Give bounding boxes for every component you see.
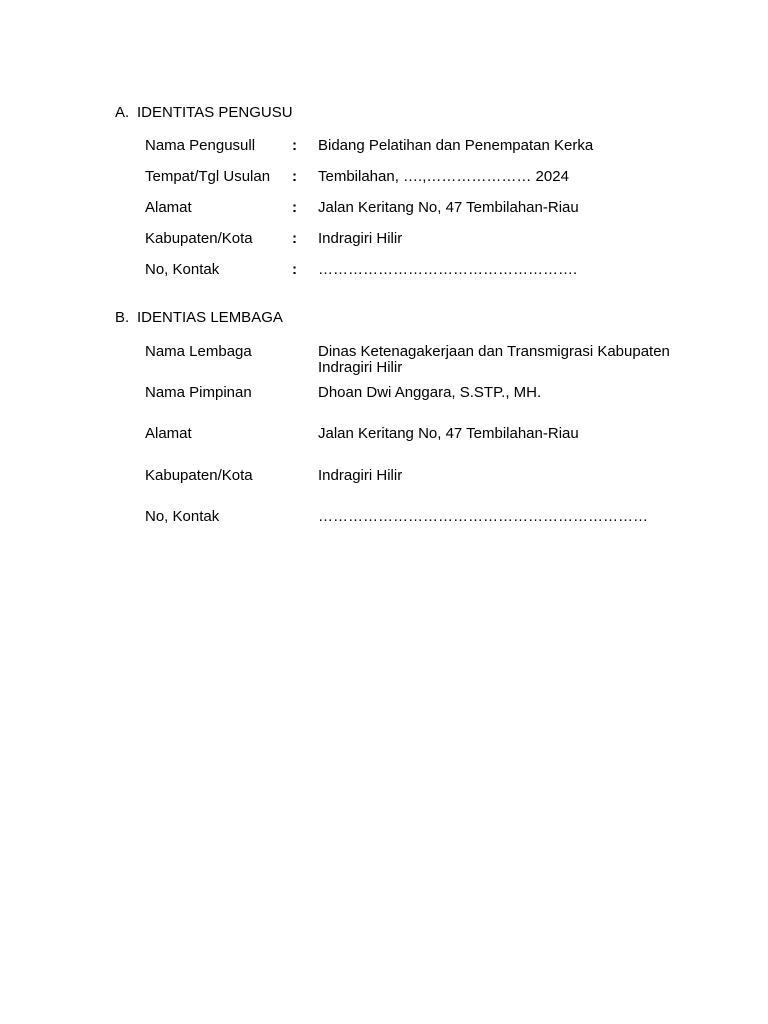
row-value: Dinas Ketenagakerjaan dan Transmigrasi Kabupaten Indragiri Hilir (318, 343, 670, 376)
row-colon-empty (292, 385, 318, 401)
row-colon: : (292, 230, 297, 247)
row-value: Bidang Pelatihan dan Penempatan Kerka (318, 137, 594, 154)
row-label: Tempat/Tgl Usulan (145, 168, 271, 185)
row-colon: : (292, 137, 297, 154)
row-colon: : (292, 199, 297, 216)
section-a-title: IDENTITAS PENGUSU (137, 104, 293, 121)
row-label: No, Kontak (145, 508, 220, 525)
section-a-row-kabupaten (145, 231, 705, 247)
row-value: Indragiri Hilir (318, 230, 403, 247)
row-colon: : (292, 261, 297, 278)
row-colon-empty (292, 344, 318, 376)
row-value: Jalan Keritang No, 47 Tembilahan-Riau (318, 199, 579, 216)
row-label: Kabupaten/Kota (145, 467, 253, 484)
row-value: ………………………………………………………… (318, 508, 648, 525)
section-b-row-alamat (145, 426, 705, 442)
row-label: Nama Pengusull (145, 137, 256, 154)
section-b-row-kontak (145, 509, 705, 525)
row-colon: : (292, 168, 297, 185)
row-label: Alamat (145, 425, 192, 442)
row-colon-empty (292, 468, 318, 484)
section-a-heading (115, 104, 293, 122)
row-value: Jalan Keritang No, 47 Tembilahan-Riau (318, 425, 579, 442)
section-b-heading (115, 309, 283, 327)
section-a-row-tempat-tgl (145, 169, 705, 185)
section-a-row-nama-pengusul (145, 138, 705, 154)
section-b-row-nama-lembaga (145, 344, 705, 376)
section-a-row-alamat (145, 200, 705, 216)
row-label: Alamat (145, 199, 192, 216)
row-value: Indragiri Hilir (318, 467, 403, 484)
row-label: Kabupaten/Kota (145, 230, 253, 247)
section-b-row-kabupaten (145, 468, 705, 484)
row-colon-empty (292, 426, 318, 442)
row-value: Tembilahan, ….,………………… 2024 (318, 168, 569, 185)
row-label: Nama Pimpinan (145, 384, 252, 401)
section-b-title: IDENTIAS LEMBAGA (137, 309, 283, 326)
row-value: Dhoan Dwi Anggara, S.STP., MH. (318, 384, 542, 401)
section-b-letter: B. (115, 309, 130, 326)
row-colon-empty (292, 509, 318, 525)
section-a-letter: A. (115, 104, 130, 121)
row-label: No, Kontak (145, 261, 220, 278)
section-a-row-kontak (145, 262, 705, 278)
section-b-row-nama-pimpinan (145, 385, 705, 401)
row-value: ……………………………………………. (318, 261, 578, 278)
row-label: Nama Lembaga (145, 343, 252, 360)
